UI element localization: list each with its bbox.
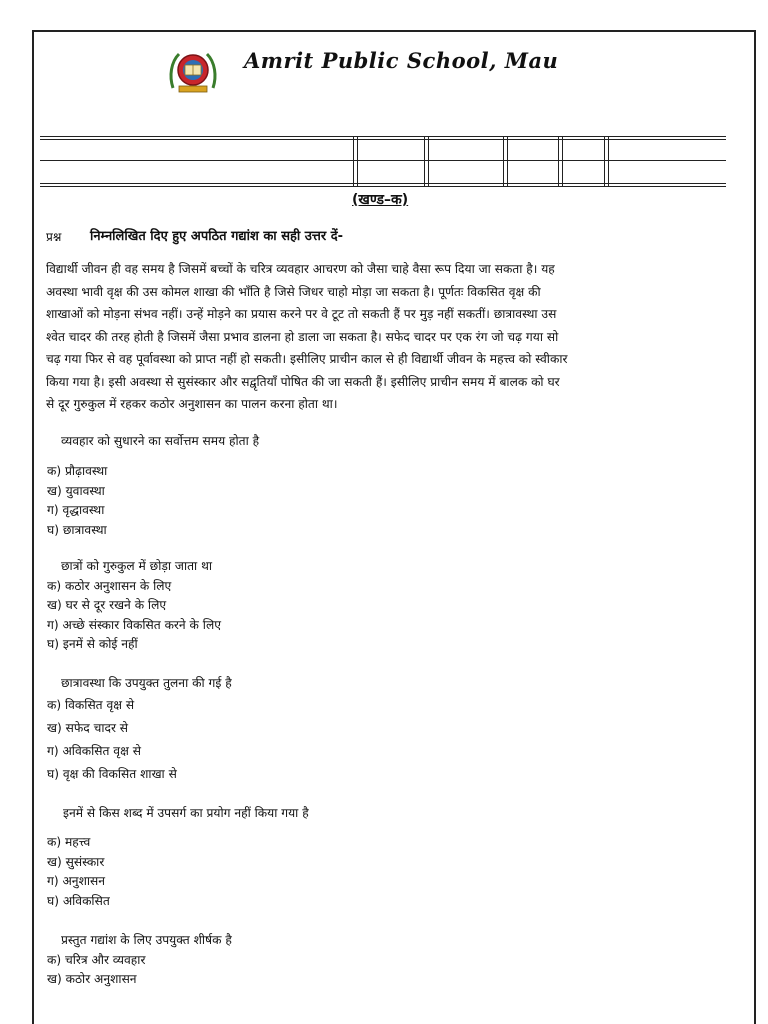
- passage-line: चढ़ गया फिर से वह पूर्वावस्था को प्राप्त नहीं हो सकती। इसीलिए प्राचीन काल से ही विद्यार्थी जीवन के महत्त्व को स्वीकार: [46, 352, 568, 366]
- table-bottom-line-2: [40, 186, 726, 187]
- mcq-option: क) चरित्र और व्यवहार: [47, 952, 146, 967]
- mcq-option: ग) अनुशासन: [47, 874, 106, 888]
- mcq-stem: व्यवहार को सुधारने का सर्वोत्तम समय होता है: [61, 434, 260, 448]
- table-divider: [424, 136, 425, 186]
- table-divider: [507, 136, 508, 186]
- table-divider: [353, 136, 354, 186]
- table-divider: [562, 136, 563, 186]
- mcq-5: [47, 931, 232, 990]
- mcq-option: ख) सफेद चादर से: [47, 721, 129, 735]
- passage-line: अवस्था भावी वृक्ष की उस कोमल शाखा की भाँति है जिसे जिधर चाहो मोड़ा जा सकता है। पूर्णतः विकसित वृक्ष की: [46, 284, 541, 299]
- table-middle-line: [40, 160, 726, 161]
- table-divider: [428, 136, 429, 186]
- passage-line: से दूर गुरुकुल में रहकर कठोर अनुशासन का पालन करना होता था।: [46, 397, 338, 411]
- mcq-option: क) कठोर अनुशासन के लिए: [47, 578, 172, 593]
- question-instruction: निम्नलिखित दिए हुए अपठित गद्यांश का सही उत्तर दें-: [90, 229, 344, 244]
- mcq-option: घ) अविकसित: [47, 893, 110, 908]
- mcq-option: घ) छात्रावस्था: [47, 522, 107, 537]
- table-divider: [604, 136, 605, 186]
- table-bottom-line-1: [40, 183, 726, 184]
- passage-line: शाखाओं को मोड़ना संभव नहीं। उन्हें मोड़ने का प्रयास करने पर वे टूट तो सकती हैं पर मुड़ नहीं सकतीं। छात्रावस्था उस: [46, 307, 557, 321]
- passage: [46, 258, 728, 416]
- mcq-option: ख) सुसंस्कार: [47, 854, 105, 869]
- table-top-line-2: [40, 139, 726, 140]
- mcq-option: क) प्रौढ़ावस्था: [47, 464, 108, 478]
- mcq-option: ख) कठोर अनुशासन: [47, 972, 137, 986]
- passage-line: श्वेत चादर की तरह होती है जिसमें जैसा प्रभाव डालना हो डाला जा सकता है। सफेद चादर पर एक रंग जो चढ़ गया सो: [46, 329, 559, 344]
- mcq-stem: छात्रों को गुरुकुल में छोड़ा जाता था: [61, 559, 213, 573]
- table-divider: [503, 136, 504, 186]
- table-divider: [558, 136, 559, 186]
- mcq-option: ख) घर से दूर रखने के लिए: [47, 598, 167, 612]
- section-heading: (खण्ड–क): [352, 192, 409, 208]
- mcq-option: घ) वृक्ष की विकसित शाखा से: [47, 767, 177, 781]
- mcq-1: [47, 432, 259, 540]
- mcq-4: [47, 804, 309, 911]
- mcq-option: घ) इनमें से कोई नहीं: [47, 637, 138, 651]
- table-divider: [357, 136, 358, 186]
- mcq-stem: प्रस्तुत गद्यांश के लिए उपयुक्त शीर्षक है: [61, 933, 232, 947]
- mcq-option: ख) युवावस्था: [47, 483, 105, 498]
- mcq-2: [47, 557, 221, 655]
- mcq-option: क) विकसित वृक्ष से: [47, 698, 135, 712]
- mcq-option: ग) अविकसित वृक्ष से: [47, 744, 141, 758]
- mcq-stem: इनमें से किस शब्द में उपसर्ग का प्रयोग नहीं किया गया है: [63, 806, 309, 820]
- school-name: Amrit Public School, Mau: [244, 48, 559, 73]
- table-divider: [608, 136, 609, 186]
- question-label: प्रश्न: [46, 230, 62, 244]
- school-crest-icon: [167, 48, 219, 96]
- mcq-option: क) महत्त्व: [47, 835, 91, 849]
- table-top-line-1: [40, 136, 726, 137]
- passage-line: विद्यार्थी जीवन ही वह समय है जिसमें बच्चों के चरित्र व्यवहार आचरण को जैसा चाहे वैसा रूप दिया जा सकता है। यह: [46, 262, 555, 276]
- mcq-3: [47, 672, 232, 786]
- mcq-option: ग) वृद्धावस्था: [47, 503, 105, 517]
- mcq-option: ग) अच्छे संस्कार विकसित करने के लिए: [47, 617, 221, 632]
- mcq-stem: छात्रावस्था कि उपयुक्त तुलना की गई है: [61, 676, 232, 690]
- passage-line: किया गया है। इसी अवस्था से सुसंस्कार और सद्वृतियाँ पोषित की जा सकती हैं। इसीलिए प्राचीन समय में बालक को घर: [46, 374, 560, 389]
